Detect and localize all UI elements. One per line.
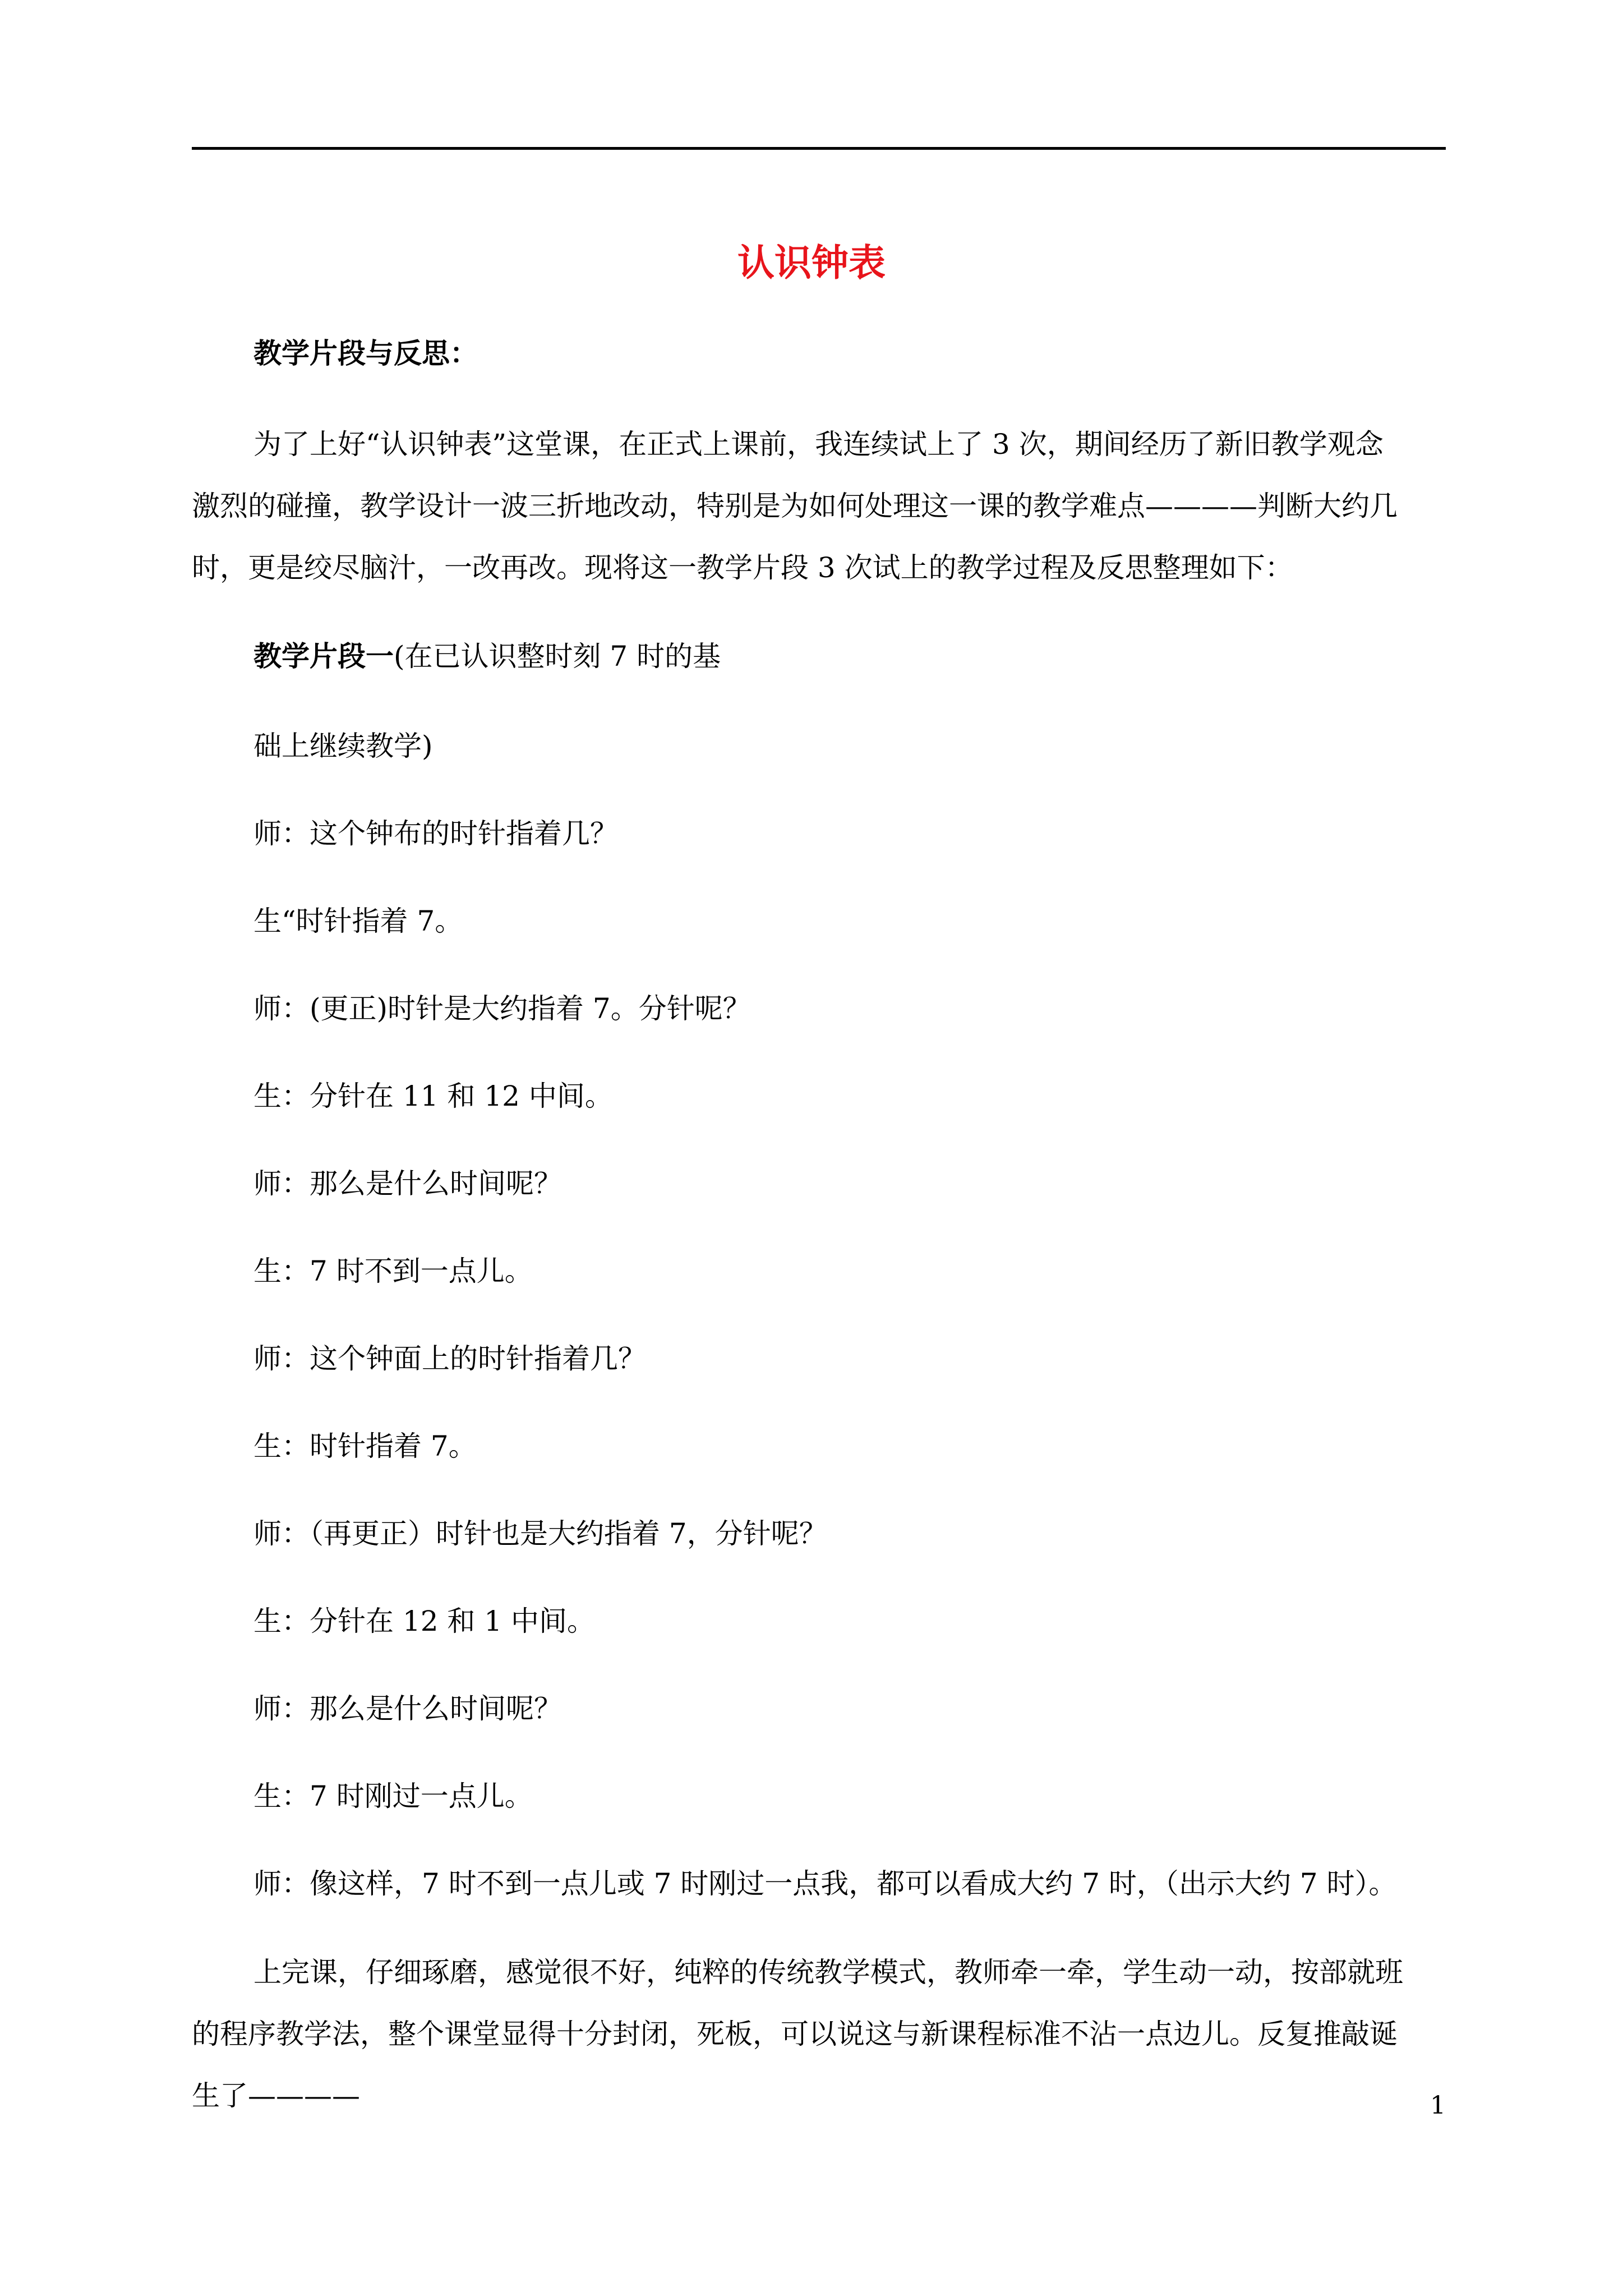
dialogue-line-11: 师：那么是什么时间呢？ — [253, 1692, 562, 1725]
reflection-line-1: 上完课，仔细琢磨，感觉很不好，纯粹的传统教学模式，教师牵一牵，学生动一动，按部就班 — [253, 1956, 1403, 1989]
intro-line-1: 为了上好“认识钟表”这堂课，在正式上课前，我连续试上了 3 次，期间经历了新旧教学观念 — [253, 428, 1384, 461]
intro-line-2: 激烈的碰撞，教学设计一波三折地改动，特别是为如何处理这一课的教学难点————判断大约几 — [192, 490, 1398, 522]
dialogue-line-13: 师：像这样，7 时不到一点儿或 7 时刚过一点我，都可以看成大约 7 时，（出示大约 7 时）。 — [253, 1867, 1397, 1900]
dialogue-line-4: 生：分针在 11 和 12 中间。 — [253, 1080, 613, 1112]
section-heading: 教学片段与反思： — [253, 337, 478, 370]
dialogue-line-12: 生：7 时刚过一点儿。 — [253, 1780, 533, 1812]
intro-line-3: 时，更是绞尽脑汁，一改再改。现将这一教学片段 3 次试上的教学过程及反思整理如下： — [192, 551, 1293, 584]
reflection-line-2: 的程序教学法，整个课堂显得十分封闭，死板，可以说这与新课程标准不沾一点边儿。反复推敲诞 — [192, 2018, 1398, 2050]
dialogue-line-3: 师：(更正)时针是大约指着 7。分针呢？ — [253, 992, 751, 1025]
fragment-heading — [253, 634, 1446, 679]
reflection-line-3: 生了———— — [192, 2079, 360, 2112]
document-title: 认识钟表 — [737, 241, 886, 284]
dialogue-line-5: 师：那么是什么时间呢？ — [253, 1167, 562, 1200]
dialogue-line-10: 生：分针在 12 和 1 中间。 — [253, 1605, 596, 1637]
dialogue-line-6: 生：7 时不到一点儿。 — [253, 1255, 533, 1287]
dialogue-line-9: 师：（再更正）时针也是大约指着 7，分针呢？ — [253, 1517, 827, 1550]
dialogue-line-8: 生：时针指着 7。 — [253, 1430, 477, 1462]
dialogue-line-2: 生“时针指着 7。 — [253, 905, 463, 937]
fragment-note-line1: (在已认识整时刻 7 时的基 — [394, 640, 721, 673]
dialogue-line-7: 师：这个钟面上的时针指着几？ — [253, 1342, 646, 1375]
header-rule — [192, 147, 1446, 150]
page-number: 1 — [1430, 2091, 1446, 2120]
fragment-label: 教学片段一 — [253, 639, 394, 673]
dialogue-line-1: 师：这个钟布的时针指着几？ — [253, 817, 618, 850]
fragment-note-line2: 础上继续教学) — [253, 730, 433, 762]
